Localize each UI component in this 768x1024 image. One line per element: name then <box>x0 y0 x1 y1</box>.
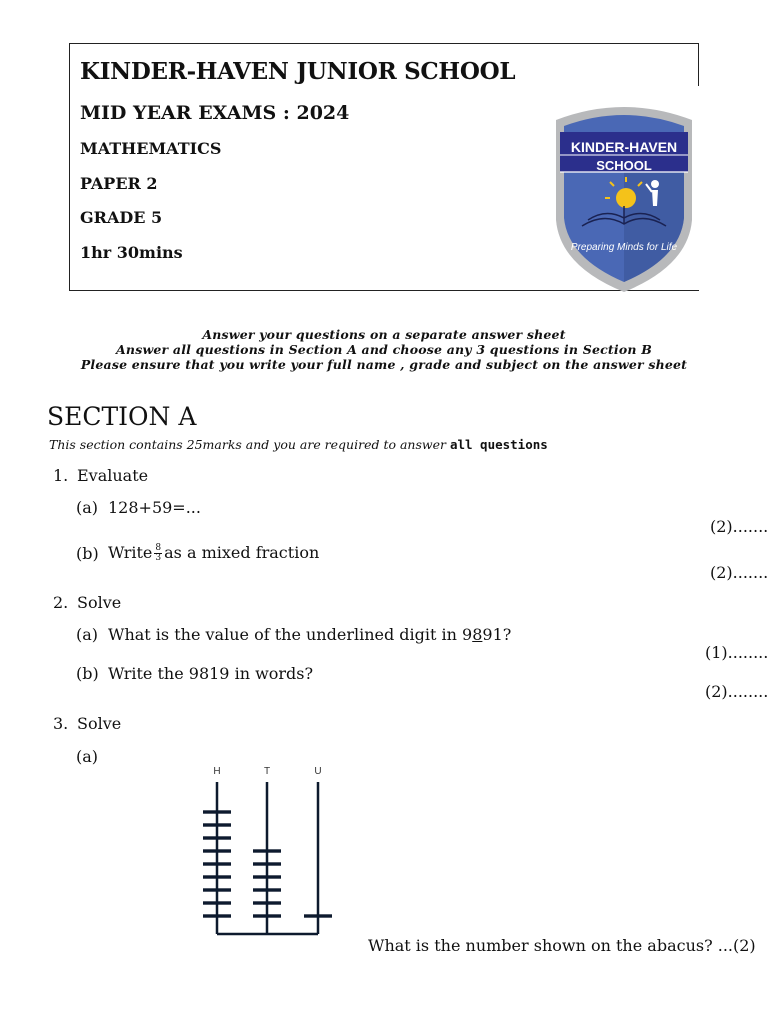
section-description <box>49 437 548 452</box>
abacus-rod-label: T <box>263 766 271 777</box>
abacus-bead <box>203 823 231 826</box>
q3a-label: (a) <box>76 747 99 766</box>
subject: MATHEMATICS <box>80 139 222 158</box>
abacus-rod-label: H <box>213 766 221 777</box>
abacus-bead <box>203 862 231 865</box>
abacus-bead <box>304 914 332 917</box>
q2b-label: (b) <box>76 664 99 683</box>
abacus-bead <box>203 810 231 813</box>
duration: 1hr 30mins <box>80 243 183 262</box>
q1b-label: (b) <box>76 544 99 563</box>
instruction-3: Please ensure that you write your full name , grade and subject on the answer sheet <box>80 357 688 372</box>
q2-number: 2. <box>53 593 69 612</box>
q2a-post: 91? <box>482 625 512 644</box>
q2a-text <box>108 625 511 644</box>
section-desc-bold: all questions <box>449 437 548 452</box>
logo-motto: Preparing Minds for Life <box>570 242 678 253</box>
instruction-2: Answer all questions in Section A and choose any 3 questions in Section B <box>116 342 652 357</box>
abacus-bead <box>253 862 281 865</box>
abacus-bead <box>253 875 281 878</box>
abacus-bead <box>203 888 231 891</box>
abacus-bead <box>203 875 231 878</box>
q1a-mark: (2)....... <box>710 517 768 536</box>
school-logo <box>548 98 700 294</box>
q1a-label: (a) <box>76 498 99 517</box>
q1b-post: as a mixed fraction <box>164 543 320 562</box>
section-desc-text: This section contains 25marks and you are required to answer <box>49 437 446 452</box>
q3-title: Solve <box>77 714 122 733</box>
abacus-bead <box>253 914 281 917</box>
school-name: KINDER-HAVEN JUNIOR SCHOOL <box>80 58 516 85</box>
q1b-mark: (2)....... <box>710 563 768 582</box>
abacus-bead <box>203 914 231 917</box>
instruction-1: Answer your questions on a separate answer sheet <box>202 327 566 342</box>
logo-line2: SCHOOL <box>596 158 652 173</box>
underlined-digit: 8 <box>472 625 483 644</box>
q2a-label: (a) <box>76 625 99 644</box>
abacus-bead <box>253 849 281 852</box>
abacus-rod-label: U <box>314 766 322 777</box>
exam-title: MID YEAR EXAMS : 2024 <box>80 102 350 124</box>
q3a-text: What is the number shown on the abacus? ...(2) <box>368 936 756 955</box>
grade: GRADE 5 <box>80 208 163 227</box>
q3-number: 3. <box>53 714 69 733</box>
q1-number: 1. <box>53 466 69 485</box>
abacus-bead <box>253 901 281 904</box>
q1a-text: 128+59=... <box>108 498 201 517</box>
abacus-bead <box>203 901 231 904</box>
fraction-denominator: 3 <box>155 553 162 563</box>
logo-line1: KINDER-HAVEN <box>570 139 678 155</box>
q1-title: Evaluate <box>77 466 149 485</box>
q1b-pre: Write <box>108 543 153 562</box>
fraction <box>154 544 162 563</box>
q2-title: Solve <box>77 593 122 612</box>
q2a-pre: What is the value of the underlined digit in 9 <box>108 625 473 644</box>
q1b-text <box>108 536 319 570</box>
q2b-text: Write the 9819 in words? <box>108 664 314 683</box>
q2b-mark: (2)........ <box>705 682 768 701</box>
abacus-diagram <box>196 762 342 938</box>
abacus-bead <box>253 888 281 891</box>
abacus-bead <box>203 849 231 852</box>
paper-number: PAPER 2 <box>80 174 158 193</box>
section-title: SECTION A <box>47 402 197 431</box>
fraction-numerator: 8 <box>155 543 162 553</box>
q2a-mark: (1)........ <box>705 643 768 662</box>
abacus-bead <box>203 836 231 839</box>
